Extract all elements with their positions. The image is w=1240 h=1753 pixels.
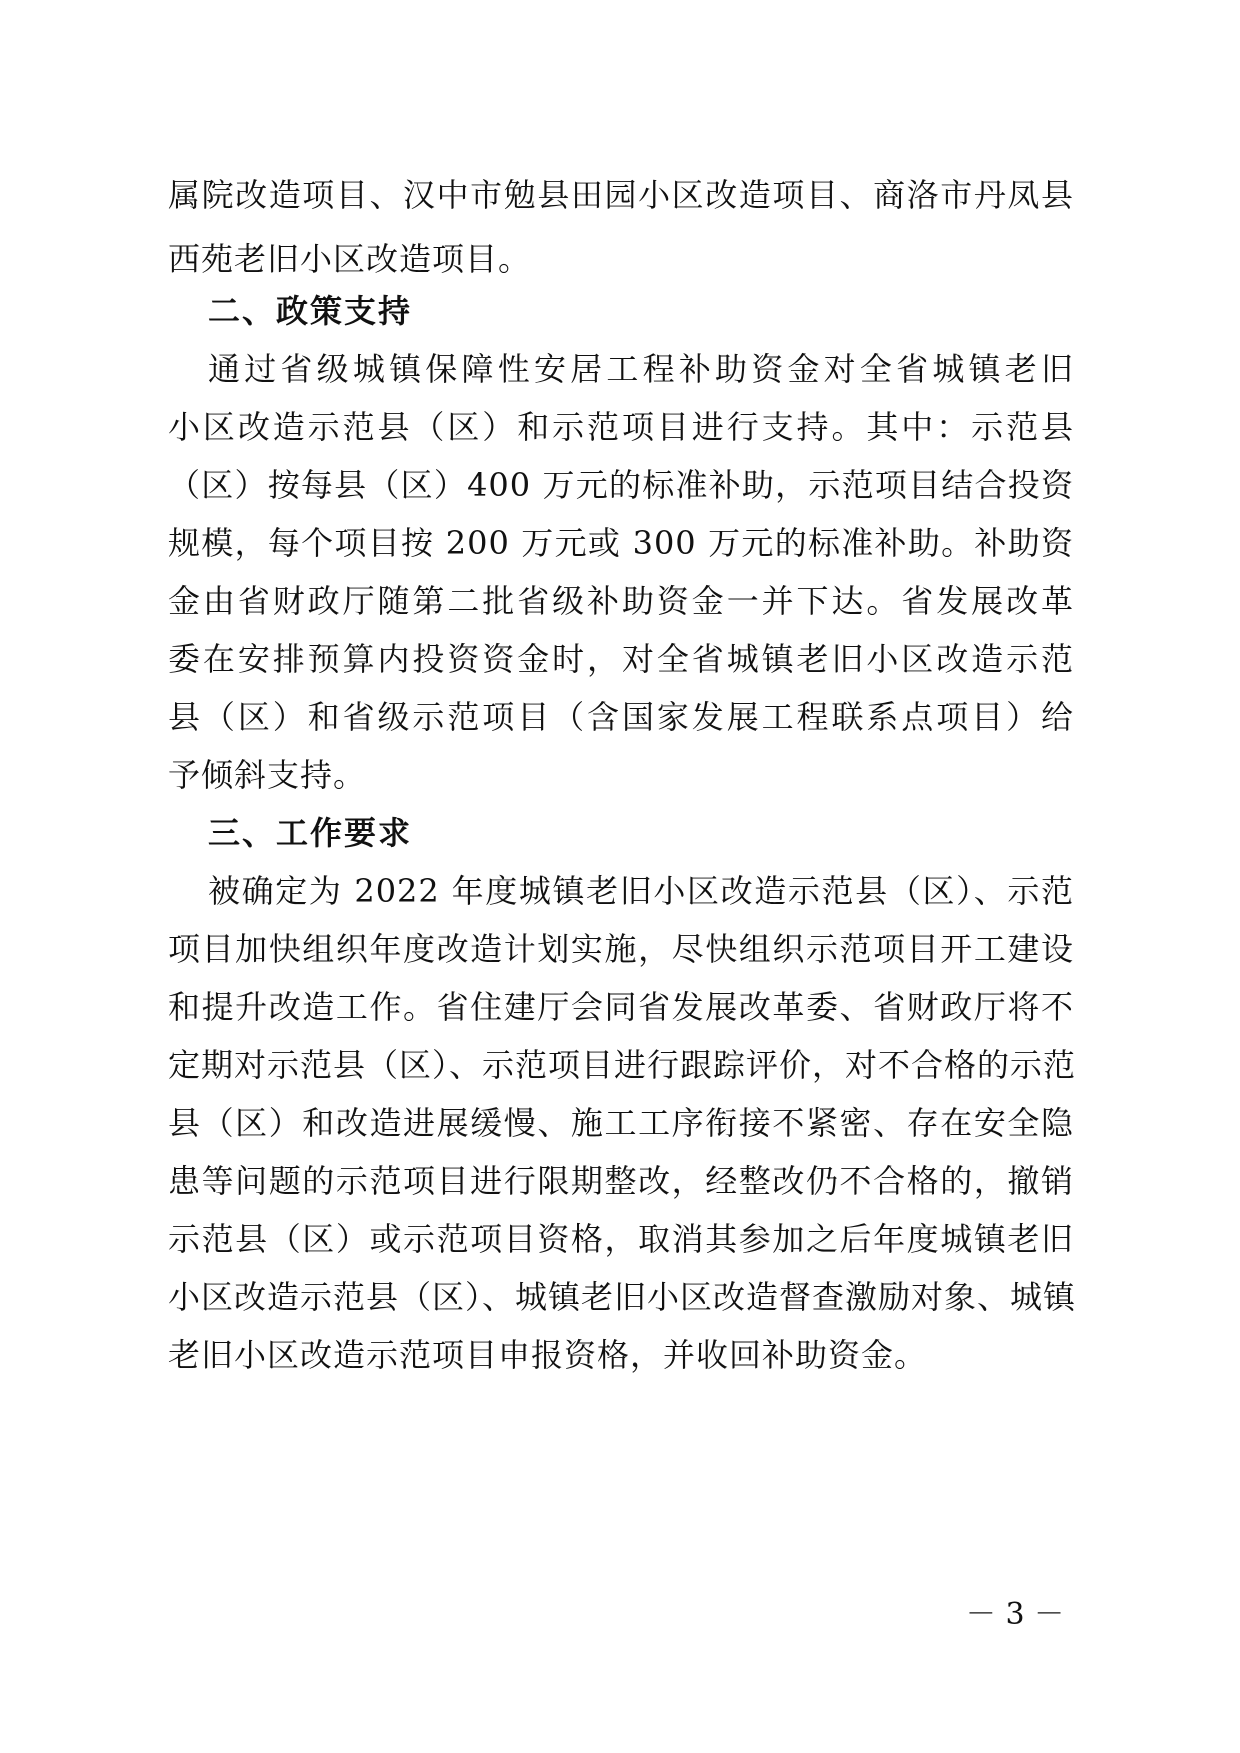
body-line: 委在安排预算内投资资金时，对全省城镇老旧小区改造示范 (168, 640, 1074, 678)
body-line: 规模，每个项目按 200 万元或 300 万元的标准补助。补助资 (168, 524, 1074, 562)
body-line: 通过省级城镇保障性安居工程补助资金对全省城镇老旧 (208, 350, 1074, 388)
body-line: 西苑老旧小区改造项目。 (168, 240, 532, 278)
body-line: 患等问题的示范项目进行限期整改，经整改仍不合格的，撤销 (168, 1162, 1074, 1200)
body-line: 县（区）和省级示范项目（含国家发展工程联系点项目）给 (168, 698, 1074, 736)
body-line: 小区改造示范县（区）、城镇老旧小区改造督查激励对象、城镇 (168, 1278, 1077, 1316)
body-line: 予倾斜支持。 (168, 756, 367, 794)
body-line: 老旧小区改造示范项目申报资格，并收回补助资金。 (168, 1336, 928, 1374)
section-heading-work-requirements: 三、工作要求 (208, 814, 413, 852)
body-line: 县（区）和改造进展缓慢、施工工序衔接不紧密、存在安全隐 (168, 1104, 1074, 1142)
body-line: （区）按每县（区）400 万元的标准补助，示范项目结合投资 (168, 466, 1074, 504)
body-line: 小区改造示范县（区）和示范项目进行支持。其中：示范县 (168, 408, 1074, 446)
body-line: 被确定为 2022 年度城镇老旧小区改造示范县（区）、示范 (208, 872, 1074, 910)
body-line: 定期对示范县（区）、示范项目进行跟踪评价，对不合格的示范 (168, 1046, 1077, 1084)
body-line: 和提升改造工作。省住建厅会同省发展改革委、省财政厅将不 (168, 988, 1074, 1026)
body-line: 示范县（区）或示范项目资格，取消其参加之后年度城镇老旧 (168, 1220, 1074, 1258)
section-heading-policy-support: 二、政策支持 (208, 292, 413, 330)
body-line: 属院改造项目、汉中市勉县田园小区改造项目、商洛市丹凤县 (168, 176, 1074, 214)
body-line: 项目加快组织年度改造计划实施，尽快组织示范项目开工建设 (168, 930, 1074, 968)
body-line: 金由省财政厅随第二批省级补助资金一并下达。省发展改革 (168, 582, 1074, 620)
page-number: － 3 － (965, 1597, 1065, 1632)
